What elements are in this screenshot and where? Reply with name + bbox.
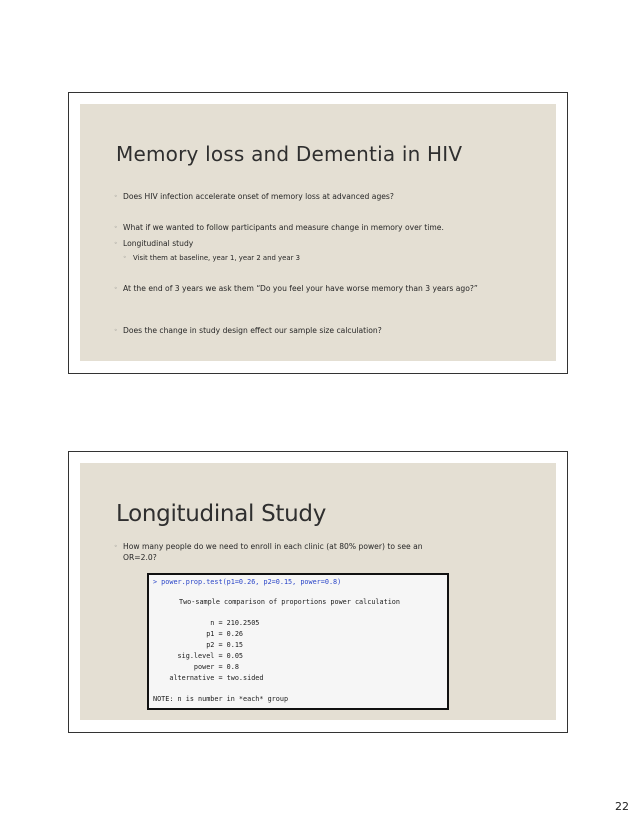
bullet-icon: ◦ [123,254,127,261]
console-row: p1 = 0.26 [153,630,244,638]
slide-1-content [80,104,556,361]
bullet-icon: ◦ [114,193,118,200]
r-console-output [147,573,449,710]
bullet-item [114,326,526,337]
console-row: n = 210.2505 [153,619,260,627]
bullet-text: What if we wanted to follow participants and measure change in memory over time. [123,223,444,232]
console-row: alternative = two.sided [153,674,264,682]
bullet-icon: ◦ [114,543,118,550]
bullet-text: Does HIV infection accelerate onset of memory loss at advanced ages? [123,192,394,201]
console-row: p2 = 0.15 [153,641,244,649]
bullet-text: Visit them at baseline, year 1, year 2 and year 3 [133,254,301,262]
slide-2-content [80,463,556,720]
console-row: sig.level = 0.05 [153,652,244,660]
bullet-text: At the end of 3 years we ask them “Do you feel your have worse memory than 3 years ago?” [123,284,478,293]
console-command: > power.prop.test(p1=0.26, p2=0.15, power=0.8) [153,578,342,586]
console-row: power = 0.8 [153,663,239,671]
bullet-icon: ◦ [114,327,118,334]
console-note: NOTE: n is number in *each* group [153,695,289,703]
sub-bullet-item [114,253,526,264]
bullet-item [114,239,526,250]
bullet-text: Longitudinal study [123,239,194,248]
slide-1 [68,92,568,374]
slide-title: Memory loss and Dementia in HIV [116,142,463,166]
bullet-icon: ◦ [114,224,118,231]
bullet-item [114,192,526,203]
bullet-icon: ◦ [114,240,118,247]
bullet-item [114,284,496,295]
bullet-text: How many people do we need to enroll in each clinic (at 80% power) to see an OR=2.0? [123,542,423,562]
slide-2 [68,451,568,733]
bullet-icon: ◦ [114,285,118,292]
console-heading: Two-sample comparison of proportions power calculation [179,598,400,606]
page-number: 22 [615,800,629,813]
bullet-item [114,223,526,234]
bullet-item [114,542,446,563]
slide-title: Longitudinal Study [116,501,327,527]
bullet-text: Does the change in study design effect our sample size calculation? [123,326,382,335]
